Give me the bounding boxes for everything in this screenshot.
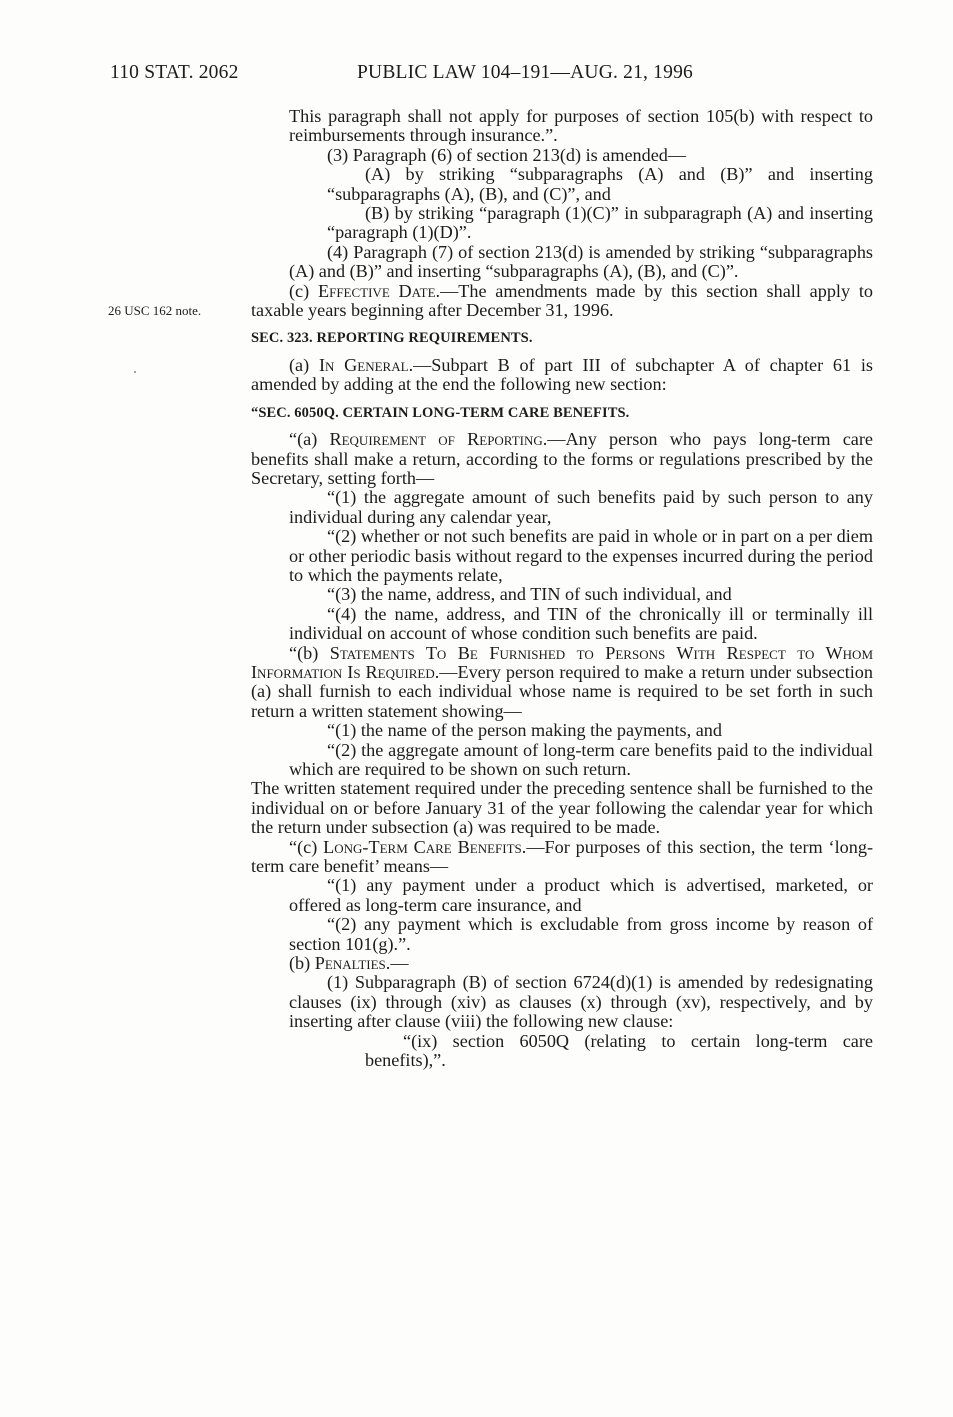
section-heading: “SEC. 6050Q. CERTAIN LONG-TERM CARE BENEFITS. (251, 404, 630, 421)
public-law-title: PUBLIC LAW 104–191—AUG. 21, 1996 (357, 62, 693, 83)
paragraph-text: .—For purposes of this section, the term ‘long-term care benefit’ means— (251, 836, 874, 877)
paragraph-statements (251, 644, 873, 722)
paragraph: “(4) the name, address, and TIN of the chronically ill or terminally ill individual on account of whose condition such benefits are paid. (289, 603, 873, 644)
paragraph: “(1) any payment under a product which is advertised, marketed, or offered as long-term care insurance, and (289, 875, 873, 915)
body-text (251, 107, 873, 1071)
paragraph-lead: “(c) (289, 836, 324, 857)
paragraph-heading: Statements To Be Furnished to Persons With Respect to Whom Information Is Required (251, 642, 873, 682)
paragraph-text: .—Every person required to make a return under subsection (a) shall furnish to each individual whose name is required to be set forth in such return a written statement showing— (251, 661, 873, 721)
paragraph-text: .—Subpart B of part III of subchapter A of chapter 61 is amended by adding at the end the following new section: (251, 354, 873, 395)
paragraph-in-general (251, 356, 873, 395)
scan-speck (134, 371, 136, 373)
paragraph-penalties (251, 954, 873, 973)
paragraph: “(1) the aggregate amount of such benefits paid by such person to any individual during any calendar year, (289, 487, 873, 527)
paragraph-heading: Requirement of Reporting (329, 429, 543, 450)
paragraph-lead: (c) (289, 280, 318, 301)
paragraph-lead: “(a) (289, 429, 330, 450)
paragraph: “(2) whether or not such benefits are paid in whole or in part on a per diem or other periodic basis without regard to the expenses incurred during the period to which the payments relate, (289, 526, 873, 585)
paragraph-lead: “(b) (289, 642, 330, 663)
paragraph-text: .— (385, 953, 409, 974)
paragraph-heading: In General (318, 354, 409, 375)
paragraph-effective-date (251, 282, 873, 321)
paragraph: “(2) the aggregate amount of long-term care benefits paid to the individual which are required to be shown on such return. (289, 739, 873, 779)
paragraph: (A) by striking “subparagraphs (A) and (B)” and inserting “subparagraphs (A), (B), and (C)”, and (327, 164, 873, 204)
usc-margin-note: 26 USC 162 note. (108, 303, 202, 318)
stat-page-number: 110 STAT. 2062 (110, 62, 239, 83)
paragraph: (1) Subparagraph (B) of section 6724(d)(1) is amended by redesignating clauses (ix) through (xiv) as clauses (x) through (xv), respectively, and by inserting after clause (viii) the following new clause: (289, 972, 873, 1032)
paragraph-ltc-benefits (251, 838, 873, 877)
paragraph-text: .—Any person who pays long-term care benefits shall make a return, according to the forms or regulations prescribed by the Secretary, setting forth— (251, 429, 873, 488)
paragraph: (4) Paragraph (7) of section 213(d) is amended by striking “subparagraphs (A) and (B)” and inserting “subparagraphs (A), (B), and (C)”. (289, 241, 873, 282)
paragraph: (3) Paragraph (6) of section 213(d) is amended— (327, 144, 687, 165)
paragraph-heading: Penalties (314, 953, 386, 974)
section-heading: SEC. 323. REPORTING REQUIREMENTS. (251, 330, 533, 347)
paragraph-lead: (a) (289, 354, 319, 375)
paragraph: “(ix) section 6050Q (relating to certain long-term care benefits),”. (365, 1030, 873, 1071)
paragraph: “(3) the name, address, and TIN of such individual, and (327, 584, 732, 605)
paragraph-heading: Effective Date (317, 280, 436, 301)
paragraph-lead: (b) (289, 953, 315, 974)
paragraph-heading: Long-Term Care Benefits (323, 836, 522, 857)
paragraph: “(2) any payment which is excludable from gross income by reason of section 101(g).”. (289, 914, 873, 954)
paragraph: The written statement required under the preceding sentence shall be furnished to the individual on or before January 31 of the year following the calendar year for which the return under subsection (a) was required to be made. (251, 778, 873, 838)
paragraph: “(1) the name of the person making the payments, and (327, 720, 722, 741)
paragraph: (B) by striking “paragraph (1)(C)” in subparagraph (A) and inserting “paragraph (1)(D)”. (327, 203, 873, 243)
paragraph-text: .—The amendments made by this section shall apply to taxable years beginning after December 31, 1996. (251, 280, 873, 321)
paragraph: This paragraph shall not apply for purposes of section 105(b) with respect to reimbursements through insurance.”. (289, 106, 873, 146)
paragraph-requirement (251, 430, 873, 488)
